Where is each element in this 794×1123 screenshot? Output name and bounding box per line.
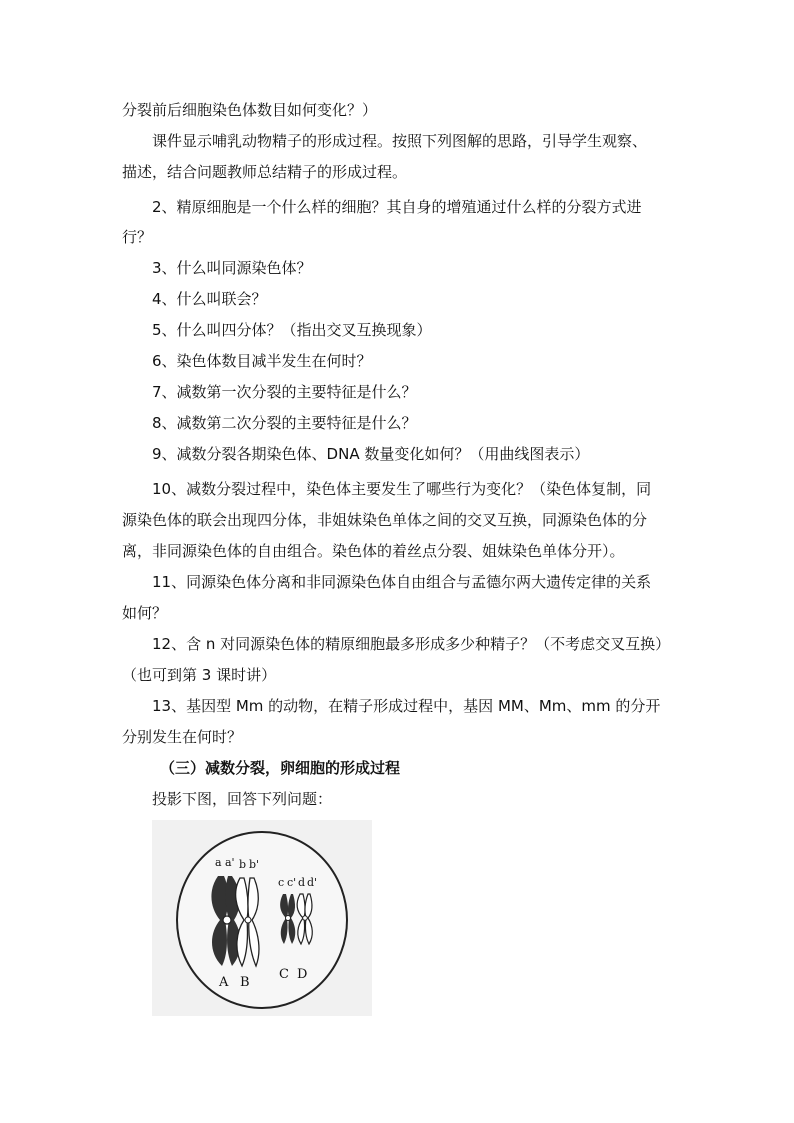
question-8: 8、减数第二次分裂的主要特征是什么？ (152, 414, 417, 432)
cell-membrane (177, 832, 347, 1008)
question-10-cont-1: 源染色体的联会出现四分体，非姐妹染色单体之间的交叉互换，同源染色体的分 (122, 511, 648, 529)
label-chromosome-d: D (297, 967, 308, 982)
label-a-prime: a' (225, 856, 235, 869)
question-10-cont-2: 离，非同源染色体的自由组合。染色体的着丝点分裂、姐妹染色单体分开）。 (122, 542, 625, 560)
question-13-cont: 分别发生在何时？ (122, 728, 243, 746)
instruction-text: 投影下图，回答下列问题： (152, 790, 333, 808)
label-d: d (298, 876, 306, 889)
question-4: 4、什么叫联会？ (152, 290, 267, 308)
question-7: 7、减数第一次分裂的主要特征是什么？ (152, 383, 417, 401)
question-2-cont: 行？ (122, 228, 153, 246)
centromere-b (245, 917, 251, 923)
label-b: b (239, 858, 247, 871)
question-11: 11、同源染色体分离和非同源染色体自由组合与孟德尔两大遗传定律的关系 (152, 573, 652, 591)
label-b-prime: b' (249, 858, 260, 871)
label-c-prime: c' (287, 876, 297, 889)
paragraph-courseware: 课件显示哺乳动物精子的形成过程。按照下列图解的思路，引导学生观察、 (152, 132, 648, 150)
question-13: 13、基因型 Mm 的动物，在精子形成过程中，基因 MM、Mm、mm 的分开 (152, 697, 661, 715)
question-2: 2、精原细胞是一个什么样的细胞？其自身的增殖通过什么样的分裂方式进 (152, 198, 642, 216)
label-d-prime: d' (307, 876, 318, 889)
label-chromosome-b: B (240, 975, 250, 990)
label-a: a (215, 856, 222, 869)
question-9: 9、减数分裂各期染色体、DNA 数量变化如何？（用曲线图表示） (152, 445, 590, 463)
question-5: 5、什么叫四分体？（指出交叉互换现象） (152, 321, 432, 339)
paragraph-continuation: 分裂前后细胞染色体数目如何变化？） (122, 101, 378, 119)
question-12: 12、含 n 对同源染色体的精原细胞最多形成多少种精子？（不考虑交叉互换） (152, 635, 671, 653)
question-12-cont: （也可到第 3 课时讲） (122, 666, 277, 684)
label-c: c (278, 876, 285, 889)
paragraph-courseware-cont: 描述，结合问题教师总结精子的形成过程。 (122, 163, 408, 181)
cell-diagram (152, 820, 372, 1016)
centromere-c (286, 916, 291, 921)
label-chromosome-c: C (279, 967, 289, 982)
question-11-cont: 如何？ (122, 604, 168, 622)
question-3: 3、什么叫同源染色体？ (152, 259, 312, 277)
section-heading: （三）减数分裂，卵细胞的形成过程 (160, 759, 401, 777)
question-10: 10、减数分裂过程中，染色体主要发生了哪些行为变化？（染色体复制，同 (152, 480, 652, 498)
chromosome-figure (152, 820, 372, 1016)
question-6: 6、染色体数目减半发生在何时？ (152, 352, 372, 370)
centromere-a (223, 916, 231, 924)
centromere-d (303, 916, 308, 921)
label-chromosome-a: A (219, 975, 229, 990)
